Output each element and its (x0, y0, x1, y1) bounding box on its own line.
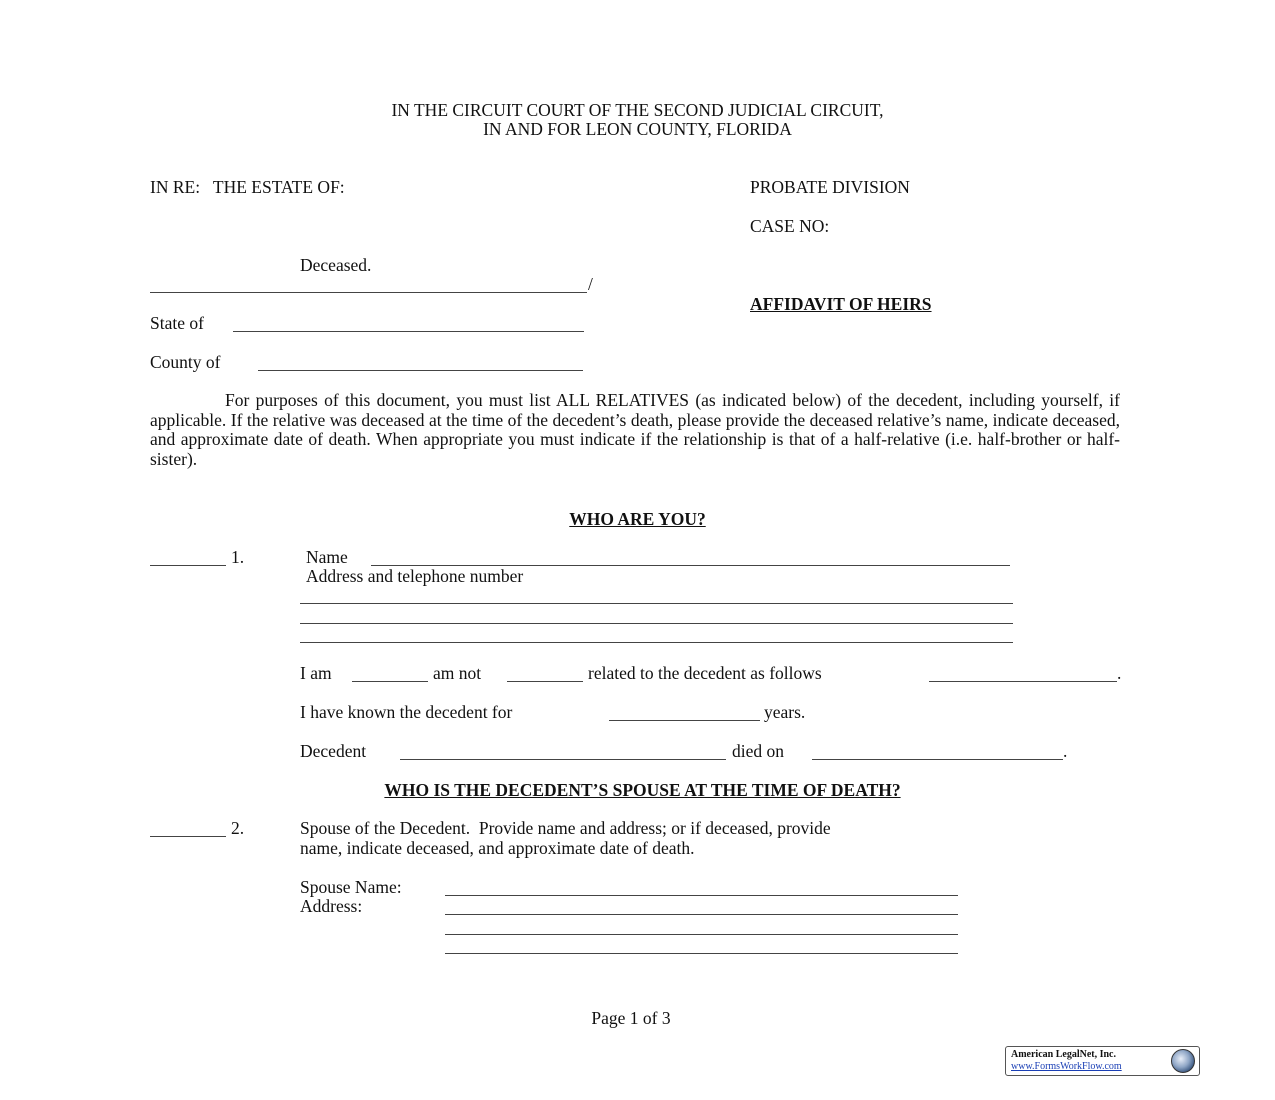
years-label: years. (764, 702, 806, 722)
county-of-label: County of (150, 352, 221, 372)
spouse-name-line[interactable] (445, 895, 958, 896)
state-of-label: State of (150, 313, 204, 333)
item-2-check-line[interactable] (150, 836, 226, 837)
decedent-name-line[interactable] (400, 759, 726, 760)
section-1-heading: WHO ARE YOU? (569, 509, 706, 529)
spouse-address-line-2[interactable] (445, 934, 958, 935)
related-as-label: related to the decedent as follows (588, 663, 822, 683)
item-1-number: 1. (231, 547, 245, 567)
in-re-label: IN RE: THE ESTATE OF: (150, 177, 345, 197)
am-not-line[interactable] (507, 681, 583, 682)
deceased-label: Deceased. (300, 255, 372, 275)
case-no-label: CASE NO: (750, 216, 830, 236)
section-2-heading: WHO IS THE DECEDENT’S SPOUSE AT THE TIME OF DEATH? (384, 780, 901, 800)
spouse-name-label: Spouse Name: (300, 877, 402, 897)
state-of-line[interactable] (233, 331, 584, 332)
am-not-label: am not (433, 663, 482, 683)
division-label: PROBATE DIVISION (750, 177, 910, 197)
publisher-name: American LegalNet, Inc. (1011, 1049, 1116, 1060)
page-number: Page 1 of 3 (591, 1008, 671, 1028)
spouse-instructions-line-1: Spouse of the Decedent. Provide name and address; or if deceased, provide (300, 818, 831, 838)
item-2-number: 2. (231, 818, 245, 838)
publisher-logo[interactable] (1005, 1046, 1200, 1076)
died-on-label: died on (732, 741, 785, 761)
address-line-2[interactable] (300, 623, 1013, 624)
county-of-line[interactable] (258, 370, 583, 371)
years-known-line[interactable] (609, 720, 760, 721)
address-line-1[interactable] (300, 603, 1013, 604)
publisher-website-link[interactable]: www.FormsWorkFlow.com (1011, 1061, 1122, 1072)
decedent-label: Decedent (300, 741, 367, 761)
i-am-label: I am (300, 663, 332, 683)
spouse-address-label: Address: (300, 896, 363, 916)
relationship-line[interactable] (929, 681, 1117, 682)
caption-slash: / (588, 274, 593, 294)
address-line-3[interactable] (300, 642, 1013, 643)
spouse-address-line-1[interactable] (445, 914, 958, 915)
spouse-instructions-line-2: name, indicate deceased, and approximate date of death. (300, 838, 695, 858)
instructions-paragraph: For purposes of this document, you must list ALL RELATIVES (as indicated below) of the decedent, including yourself, if applicable. If the relative was deceased at the time of the decedent’s death, please provide the deceased relative’s name, indicate deceased, and approximate date of death. When appropriate you must indicate if the relationship is that of a half-relative (i.e. half-brother or half-sister). (150, 390, 1120, 470)
known-for-label: I have known the decedent for (300, 702, 513, 722)
i-am-line[interactable] (352, 681, 428, 682)
court-name-line-1: IN THE CIRCUIT COURT OF THE SECOND JUDICIAL CIRCUIT, (391, 100, 884, 120)
death-date-period: . (1063, 741, 1068, 761)
address-phone-label: Address and telephone number (306, 566, 524, 586)
name-label: Name (306, 547, 348, 567)
relationship-period: . (1117, 663, 1122, 683)
document-title: AFFIDAVIT OF HEIRS (750, 294, 932, 314)
court-name-line-2: IN AND FOR LEON COUNTY, FLORIDA (483, 119, 792, 139)
globe-icon (1171, 1049, 1195, 1073)
spouse-address-line-3[interactable] (445, 953, 958, 954)
item-1-check-line[interactable] (150, 565, 226, 566)
death-date-line[interactable] (812, 759, 1063, 760)
estate-name-line[interactable] (150, 292, 587, 293)
